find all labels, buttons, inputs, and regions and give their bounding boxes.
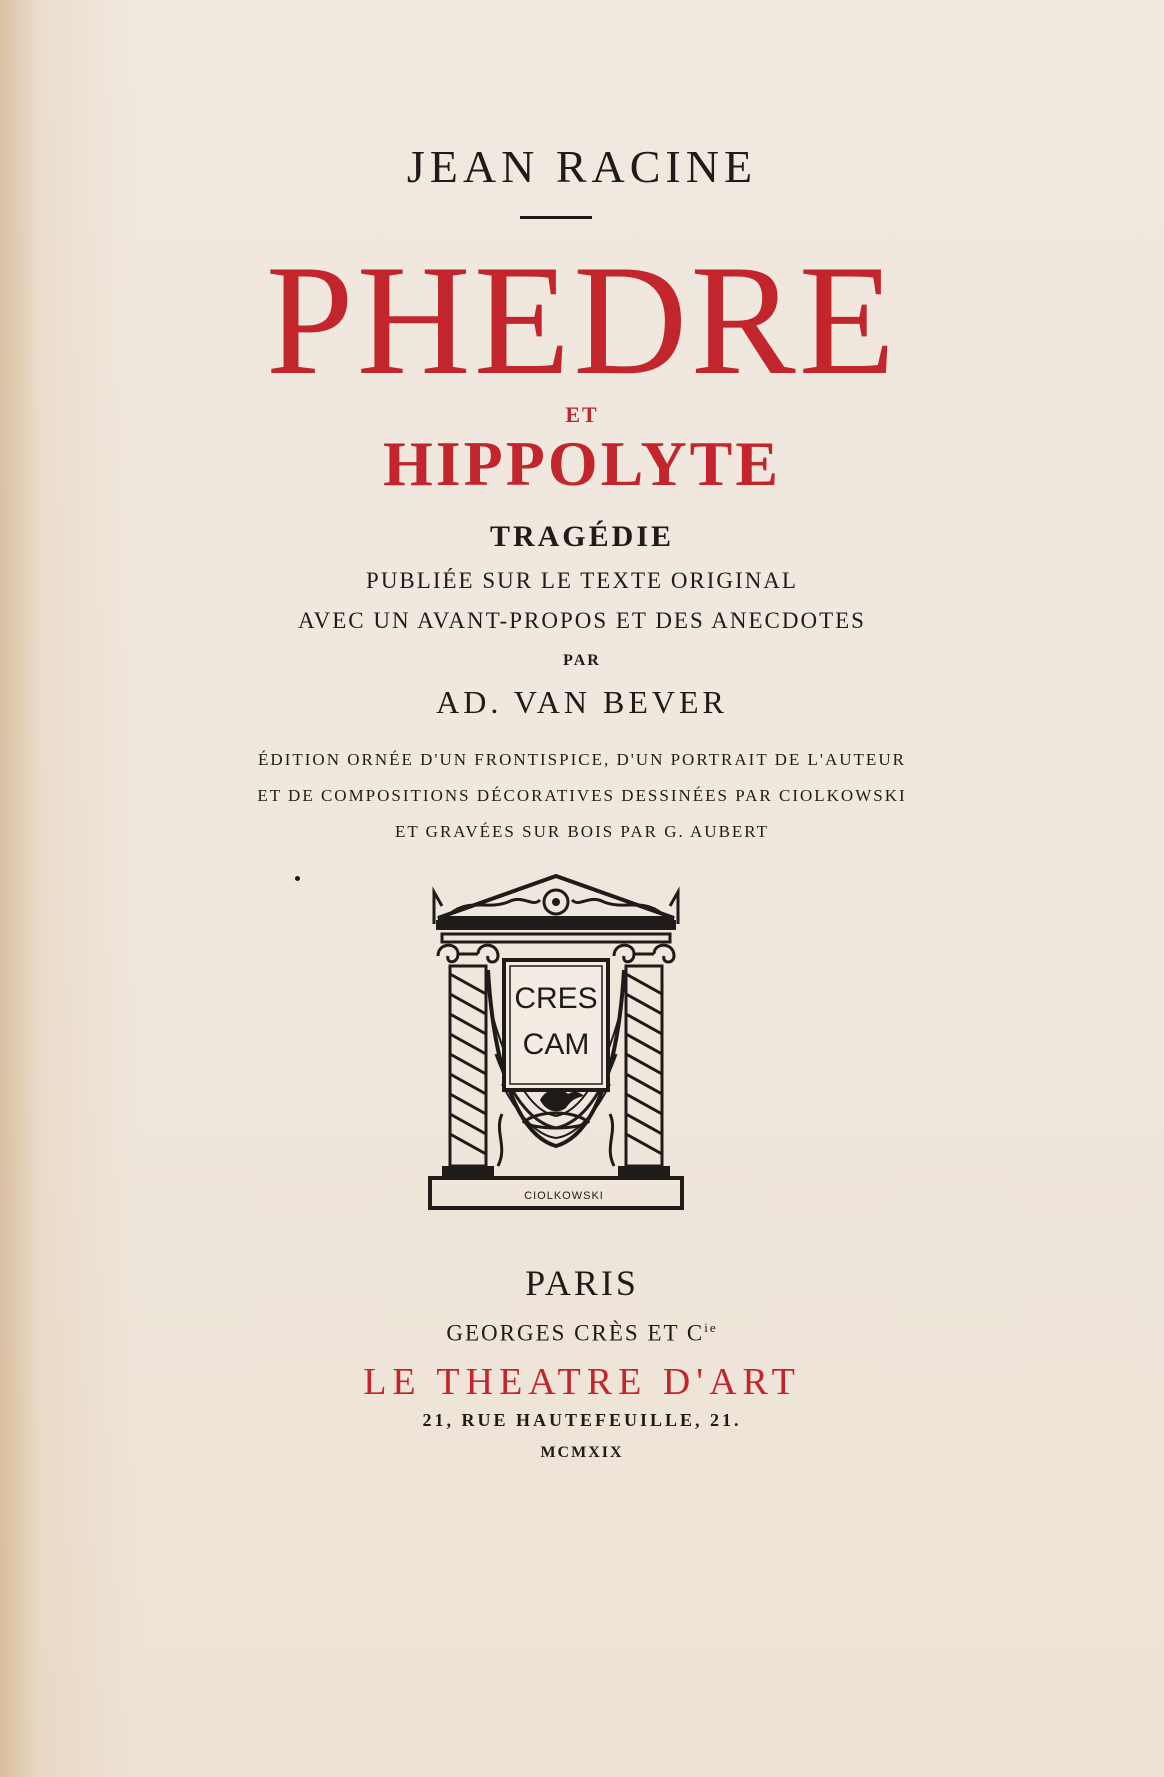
imprint-year: MCMXIX xyxy=(540,1444,624,1461)
edition-note-line-3: ET GRAVÉES SUR BOIS PAR G. AUBERT xyxy=(394,822,770,841)
imprint-city: PARIS xyxy=(525,1263,639,1303)
publisher-name: GEORGES CRÈS ET C xyxy=(446,1320,705,1346)
entablature xyxy=(436,920,676,930)
imprint-publisher xyxy=(0,1320,1164,1347)
motto-line-2: CAM xyxy=(522,1028,590,1061)
book-title: PHEDRE xyxy=(265,233,899,408)
left-capital xyxy=(438,945,498,962)
ink-speck xyxy=(295,876,300,881)
title-conjunction: ET xyxy=(565,402,599,427)
pediment-outline xyxy=(438,876,674,918)
engraver-signature: CIOLKOWSKI xyxy=(524,1190,604,1202)
genre-label: TRAGÉDIE xyxy=(489,520,675,553)
author-name: JEAN RACINE xyxy=(406,141,758,192)
motto-line-1: CRES xyxy=(514,982,598,1015)
subtitle-line-1: PUBLIÉE SUR LE TEXTE ORIGINAL xyxy=(366,568,798,593)
architrave xyxy=(442,934,670,942)
edition-note-line-2: ET DE COMPOSITIONS DÉCORATIVES DESSINÉES PAR CIOLKOWSKI xyxy=(257,786,907,805)
printer-mark-emblem xyxy=(428,874,684,1212)
title-rule xyxy=(520,216,592,219)
subtitle-line-2: AVEC UN AVANT-PROPOS ET DES ANECDOTES xyxy=(298,608,866,633)
rosette-center xyxy=(552,898,560,906)
ribbon-ties xyxy=(498,1114,614,1166)
imprint-publisher-secondary: LE THEATRE D'ART xyxy=(363,1361,801,1403)
by-label: PAR xyxy=(563,652,601,669)
publisher-abbrev: ie xyxy=(704,1320,718,1335)
motto-panel xyxy=(504,960,608,1090)
right-column-twist xyxy=(626,974,662,1154)
left-column-twist xyxy=(450,974,486,1154)
right-capital xyxy=(614,945,674,962)
imprint-address: 21, RUE HAUTEFEUILLE, 21. xyxy=(422,1410,742,1430)
book-title-second: HIPPOLYTE xyxy=(382,428,782,499)
editor-name: AD. VAN BEVER xyxy=(436,684,728,720)
bird-icon xyxy=(540,1089,584,1111)
edition-note-line-1: ÉDITION ORNÉE D'UN FRONTISPICE, D'UN PORTRAIT DE L'AUTEUR xyxy=(258,750,906,769)
